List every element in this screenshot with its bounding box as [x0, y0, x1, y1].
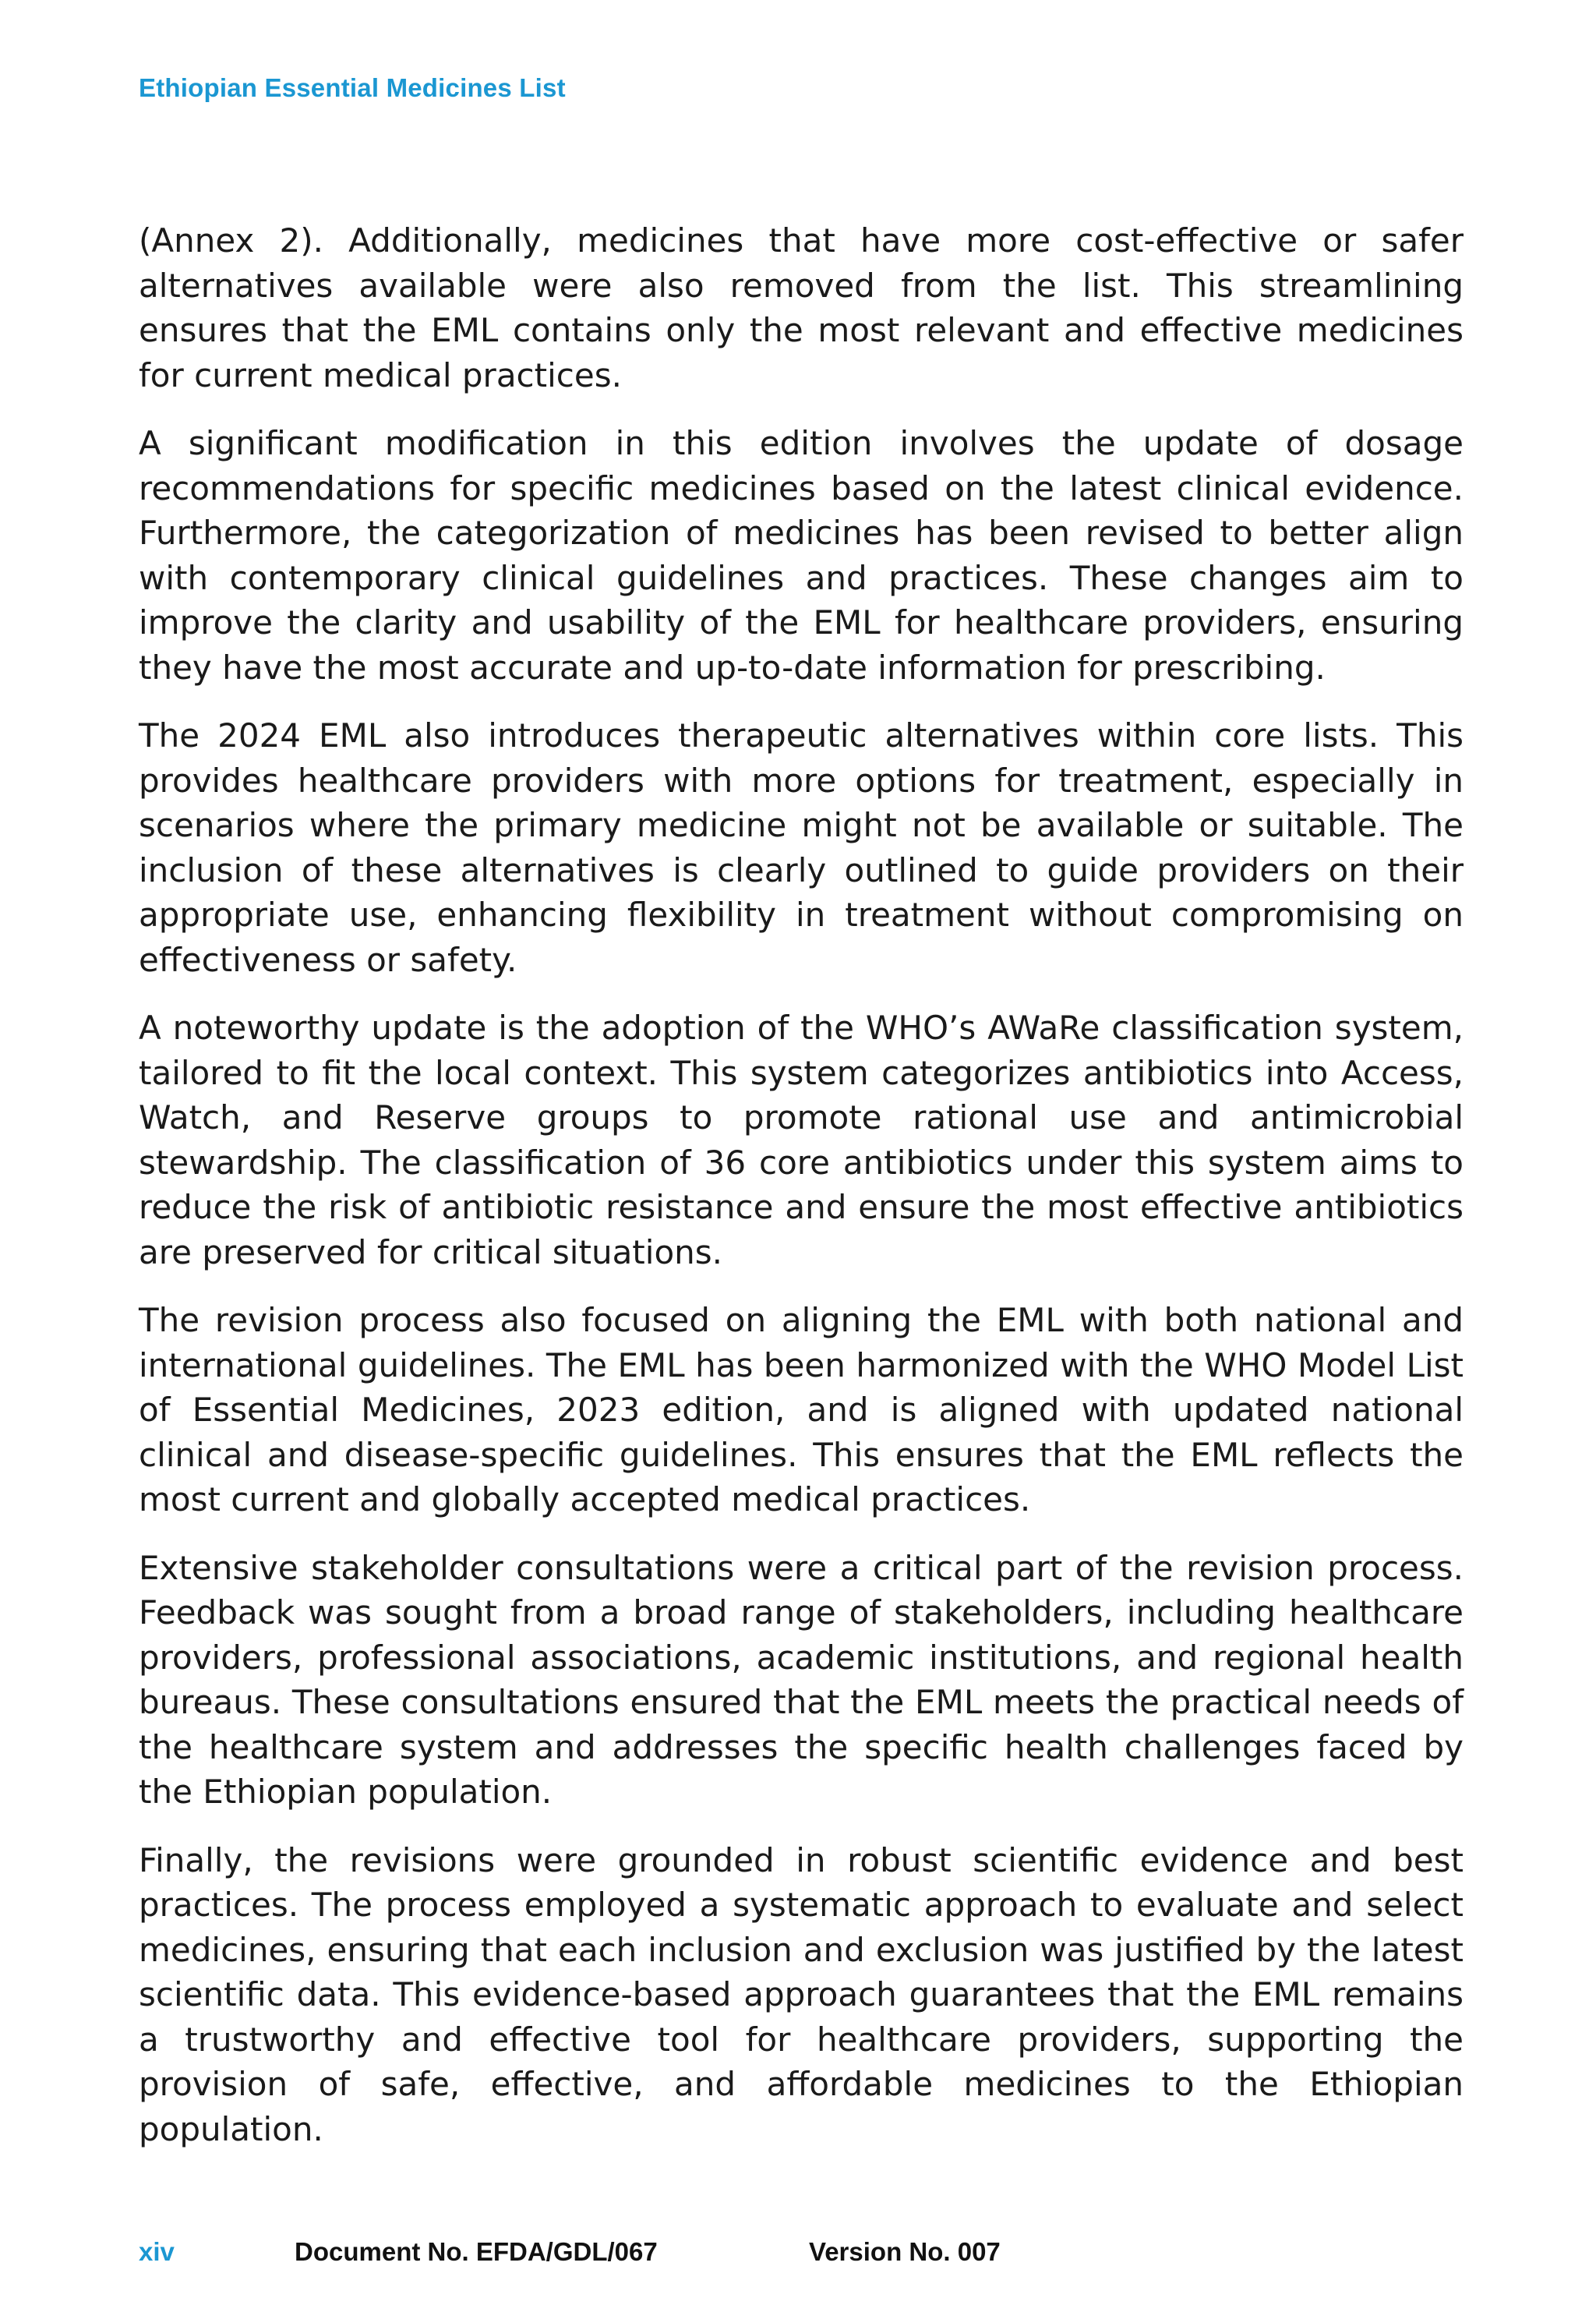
- paragraph-evidence-based: Finally, the revisions were grounded in robust scientific evidence and best practices. The process employed a systematic approach to evaluate and select medicines, ensuring that each inclusion and exclusion was justified by the latest scientific data. This evidence-based approach guarantees that the EML remains a trustworthy and effective tool for healthcare providers, supporting the provision of safe, effective, and affordable medicines to the Ethiopian population.: [139, 1840, 1464, 2148]
- footer-page-number: xiv: [139, 2237, 175, 2266]
- paragraph-aware-classification: A noteworthy update is the adoption of the WHO’s AWaRe classification system, tailored to fit the local context. This system categorizes antibiotics into Access, Watch, and Reserve groups to promote rational use and antimicrobial stewardship. The classification of 36 core antibiotics under this system aims to reduce the risk of antibiotic resistance and ensure the most effective antibiotics are preserved for critical situations.: [139, 1009, 1464, 1271]
- main-text: [139, 218, 1464, 2175]
- paragraph-guideline-alignment: The revision process also focused on aligning the EML with both national and international guidelines. The EML has been harmonized with the WHO Model List of Essential Medicines, 2023 edition, and is aligned with updated national clinical and disease-specific guidelines. This ensures that the EML reflects the most current and globally accepted medical practices.: [139, 1301, 1464, 1518]
- footer-version-number: Version No. 007: [809, 2237, 1001, 2266]
- paragraph-annex-removal: (Annex 2). Additionally, medicines that have more cost-effective or safer alternatives available were also removed from the list. This streamlining ensures that the EML contains only the most relevant and effective medicines for current medical practices.: [139, 221, 1464, 394]
- footer-document-number: Document No. EFDA/GDL/067: [295, 2237, 658, 2266]
- paragraph-therapeutic-alternatives: The 2024 EML also introduces therapeutic alternatives within core lists. This provides healthcare providers with more options for treatment, especially in scenarios where the primary medicine might not be available or suitable. The inclusion of these alternatives is clearly outlined to guide providers on their appropriate use, enhancing flexibility in treatment without compromising on effectiveness or safety.: [139, 716, 1464, 979]
- paragraph-dosage-update: A significant modification in this edition involves the update of dosage recommendations for specific medicines based on the latest clinical evidence. Furthermore, the categorization of medicines has been revised to better align with contemporary clinical guidelines and practices. These changes aim to improve the clarity and usability of the EML for healthcare providers, ensuring they have the most accurate and up-to-date information for prescribing.: [139, 424, 1464, 687]
- running-header-title: Ethiopian Essential Medicines List: [139, 73, 566, 102]
- page-footer: [139, 2237, 1464, 2271]
- paragraph-stakeholder-consultations: Extensive stakeholder consultations were a critical part of the revision process. Feedback was sought from a broad range of stakeholders, including healthcare providers, professional associations, academic institutions, and regional health bureaus. These consultations ensured that the EML meets the practical needs of the healthcare system and addresses the specific health challenges faced by the Ethiopian population.: [139, 1548, 1464, 1811]
